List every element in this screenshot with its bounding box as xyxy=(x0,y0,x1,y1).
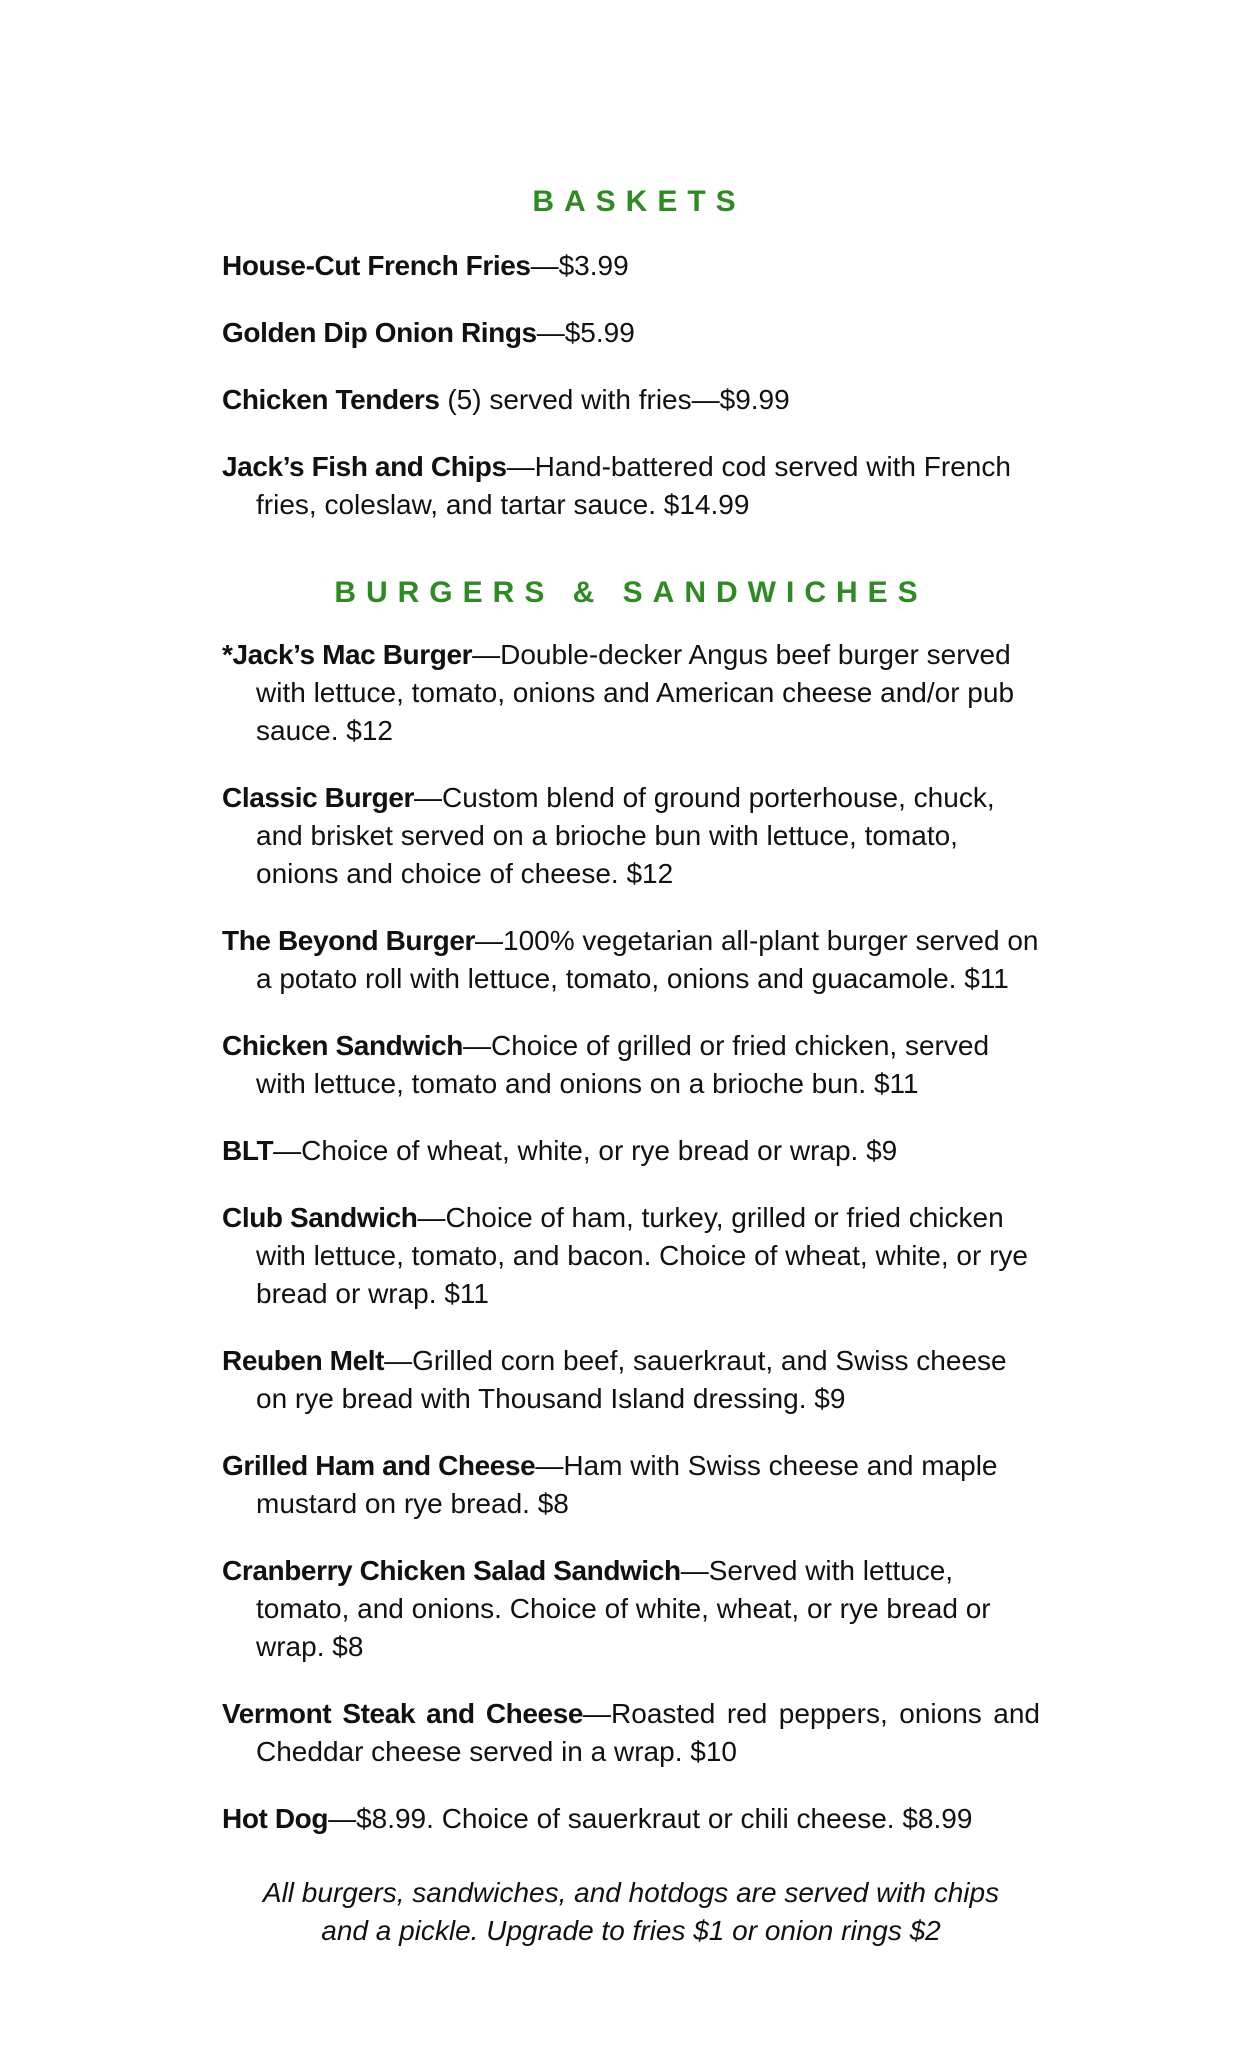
menu-item xyxy=(222,922,1040,998)
menu-item xyxy=(222,1027,1040,1103)
menu-page xyxy=(222,0,1040,1950)
menu-item-description: —100% vegetarian all-plant burger served on a potato roll with lettuce, tomato, onions and guacamole. $11 xyxy=(256,925,1039,994)
menu-item-name: *Jack’s Mac Burger xyxy=(222,639,473,670)
menu-item xyxy=(222,381,1040,419)
burgers-list xyxy=(222,636,1040,1838)
menu-item xyxy=(222,1695,1040,1771)
menu-item-name: Chicken Tenders xyxy=(222,384,440,415)
menu-item-name: Jack’s Fish and Chips xyxy=(222,451,507,482)
menu-item-name: Cranberry Chicken Salad Sandwich xyxy=(222,1555,681,1586)
menu-item-name: Hot Dog xyxy=(222,1803,329,1834)
menu-item-description: (5) served with fries—$9.99 xyxy=(439,384,790,415)
menu-item-description: —Roasted red peppers, onions and Cheddar cheese served in a wrap. $10 xyxy=(256,1698,1040,1767)
menu-item-description: —Custom blend of ground porterhouse, chuck, and brisket served on a brioche bun with lettuce, tomato, onions and choice of cheese. $12 xyxy=(256,782,995,889)
menu-item-name: BLT xyxy=(222,1135,274,1166)
menu-item xyxy=(222,1800,1040,1838)
burgers-sandwiches-heading: BURGERS & SANDWICHES xyxy=(334,576,928,609)
menu-item-name: Chicken Sandwich xyxy=(222,1030,463,1061)
menu-item-description: —$8.99. Choice of sauerkraut or chili cheese. $8.99 xyxy=(328,1803,973,1834)
menu-item-description: —Hand-battered cod served with French fries, coleslaw, and tartar sauce. $14.99 xyxy=(256,451,1011,520)
menu-item xyxy=(222,636,1040,750)
menu-item-name: Classic Burger xyxy=(222,782,415,813)
menu-item xyxy=(222,314,1040,352)
menu-item-description: —Choice of ham, turkey, grilled or fried chicken with lettuce, tomato, and bacon. Choice of wheat, white, or rye bread or wrap. $11 xyxy=(256,1202,1028,1309)
menu-item-description: —Choice of grilled or fried chicken, served with lettuce, tomato and onions on a brioche bun. $11 xyxy=(256,1030,990,1099)
menu-item-description: —Grilled corn beef, sauerkraut, and Swiss cheese on rye bread with Thousand Island dressing. $9 xyxy=(256,1345,1007,1414)
menu-item-name: Grilled Ham and Cheese xyxy=(222,1450,536,1481)
baskets-heading: BASKETS xyxy=(532,185,746,218)
menu-item-name: Club Sandwich xyxy=(222,1202,418,1233)
baskets-list xyxy=(222,247,1040,524)
menu-item-name: House-Cut French Fries xyxy=(222,250,531,281)
menu-item-description: —Ham with Swiss cheese and maple mustard on rye bread. $8 xyxy=(256,1450,998,1519)
menu-item xyxy=(222,448,1040,524)
menu-item xyxy=(222,779,1040,893)
menu-item xyxy=(222,1552,1040,1666)
menu-item xyxy=(222,1132,1040,1170)
menu-item-description: —Double-decker Angus beef burger served with lettuce, tomato, onions and American cheese and/or pub sauce. $12 xyxy=(256,639,1015,746)
menu-item xyxy=(222,1447,1040,1523)
menu-item xyxy=(222,1342,1040,1418)
menu-item-name: Golden Dip Onion Rings xyxy=(222,317,537,348)
menu-item-name: The Beyond Burger xyxy=(222,925,476,956)
menu-item-description: —$3.99 xyxy=(530,250,629,281)
menu-item-name: Vermont Steak and Cheese xyxy=(222,1698,584,1729)
menu-item xyxy=(222,247,1040,285)
menu-item-description: —Choice of wheat, white, or rye bread or wrap. $9 xyxy=(273,1135,898,1166)
menu-item-description: —$5.99 xyxy=(536,317,635,348)
serving-note: All burgers, sandwiches, and hotdogs are served with chips and a pickle. Upgrade to fries $1 or onion rings $2 xyxy=(262,1877,1000,1946)
menu-item-description: —Served with lettuce, tomato, and onions. Choice of white, wheat, or rye bread or wrap. $8 xyxy=(256,1555,991,1662)
menu-item xyxy=(222,1199,1040,1313)
menu-item-name: Reuben Melt xyxy=(222,1345,385,1376)
